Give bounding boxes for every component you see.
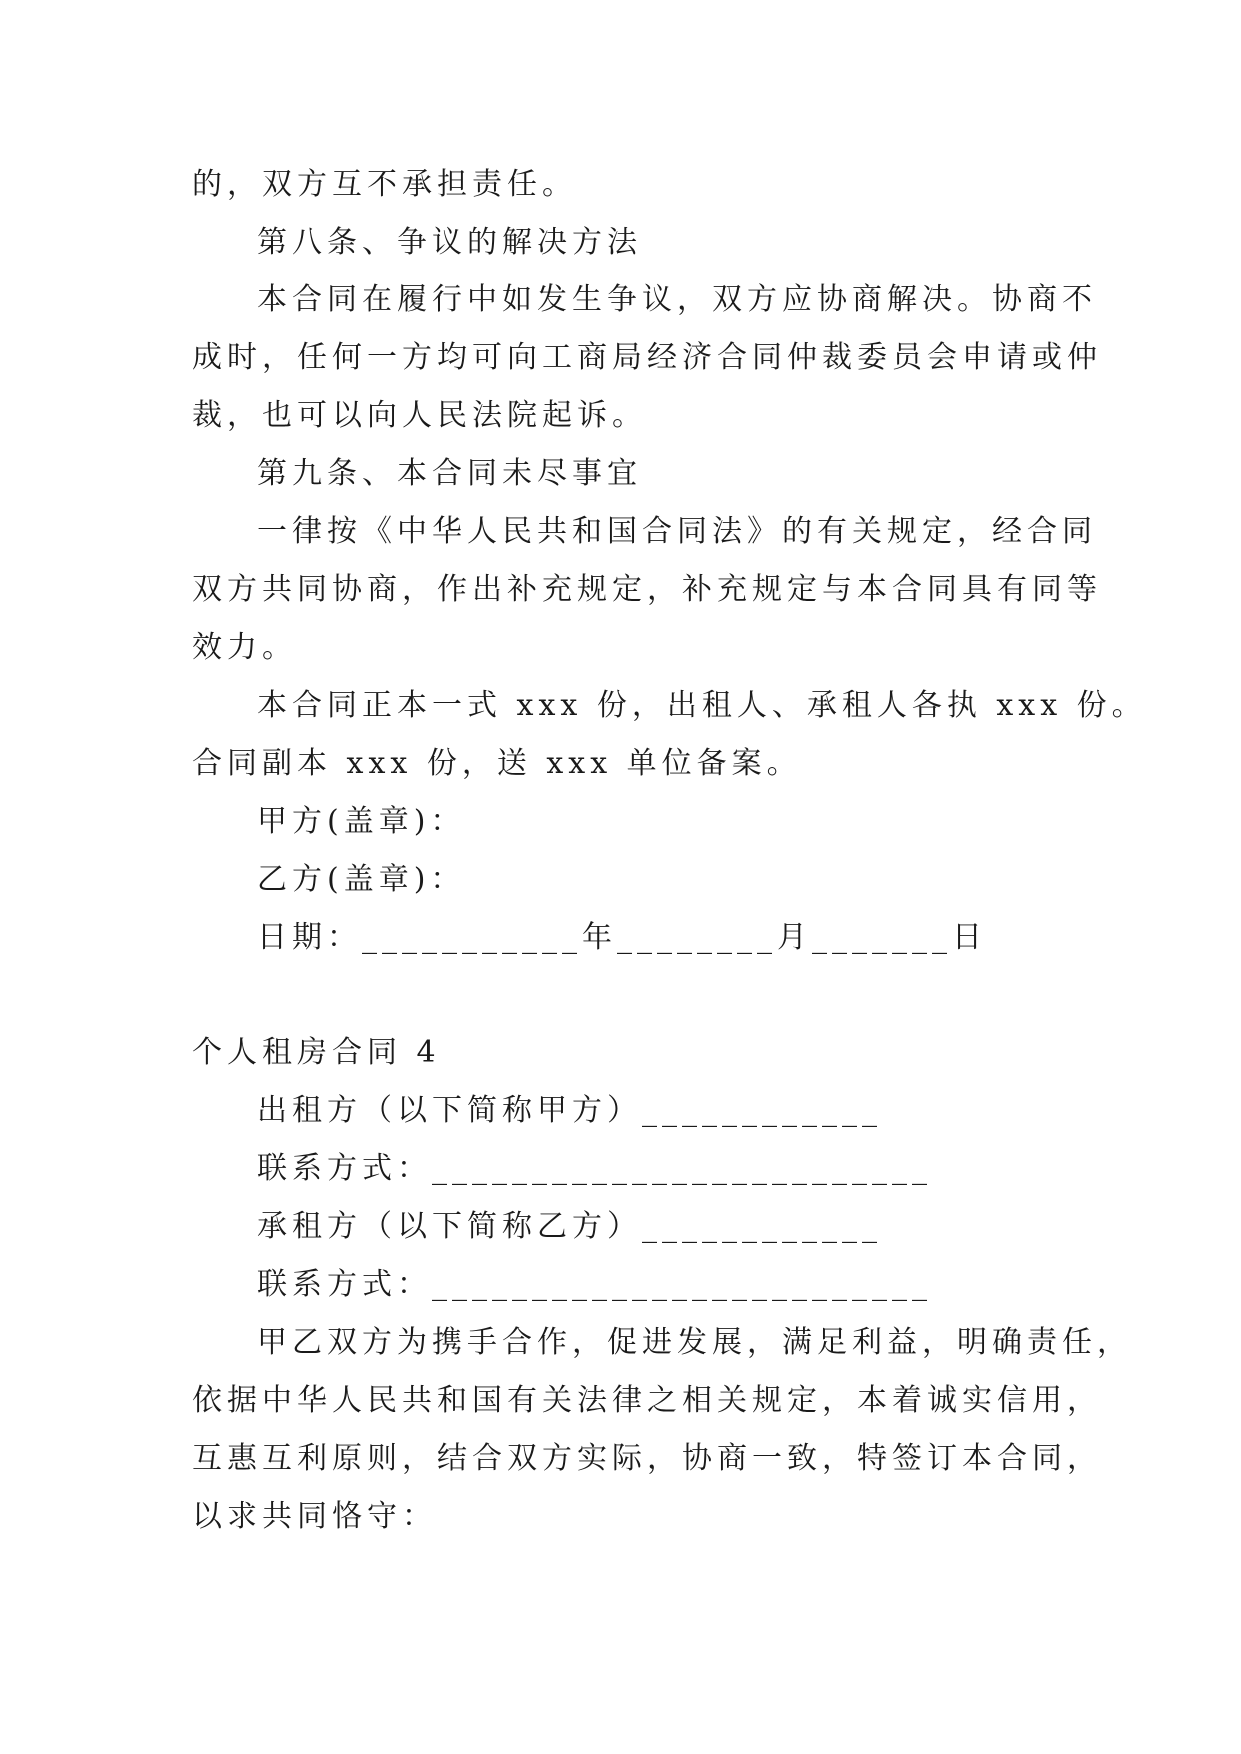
lessor-line: 出租方（以下简称甲方）____________ [257, 1093, 882, 1128]
lessee-line: 承租方（以下简称乙方）____________ [257, 1209, 882, 1244]
text-line: 本合同正本一式 xxx 份，出租人、承租人各执 xxx 份。 [257, 688, 1147, 723]
contract-title: 个人租房合同 4 [192, 1035, 441, 1070]
text-line: 甲乙双方为携手合作，促进发展，满足利益，明确责任， [257, 1325, 1132, 1360]
text-line: 裁，也可以向人民法院起诉。 [192, 398, 647, 433]
party-a-seal-line: 甲方(盖章)： [257, 804, 466, 839]
text-line: 效力。 [192, 630, 297, 665]
party-b-seal-line: 乙方(盖章)： [257, 862, 466, 897]
text-line: 的，双方互不承担责任。 [192, 167, 577, 202]
lessor-contact-line: 联系方式：_________________________ [257, 1151, 932, 1186]
text-line: 以求共同恪守： [192, 1499, 437, 1534]
text-line: 本合同在履行中如发生争议，双方应协商解决。协商不 [257, 282, 1097, 317]
text-line: 合同副本 xxx 份，送 xxx 单位备案。 [192, 746, 802, 781]
text-line: 成时，任何一方均可向工商局经济合同仲裁委员会申请或仲 [192, 340, 1102, 375]
section-heading-article-8: 第八条、争议的解决方法 [257, 225, 642, 260]
text-line: 一律按《中华人民共和国合同法》的有关规定，经合同 [257, 514, 1097, 549]
text-line: 互惠互利原则，结合双方实际，协商一致，特签订本合同， [192, 1441, 1102, 1476]
text-line: 依据中华人民共和国有关法律之相关规定，本着诚实信用， [192, 1383, 1102, 1418]
section-heading-article-9: 第九条、本合同未尽事宜 [257, 456, 642, 491]
date-line: 日期：___________年________月_______日 [257, 920, 987, 955]
text-line: 双方共同协商，作出补充规定，补充规定与本合同具有同等 [192, 572, 1102, 607]
lessee-contact-line: 联系方式：_________________________ [257, 1267, 932, 1302]
